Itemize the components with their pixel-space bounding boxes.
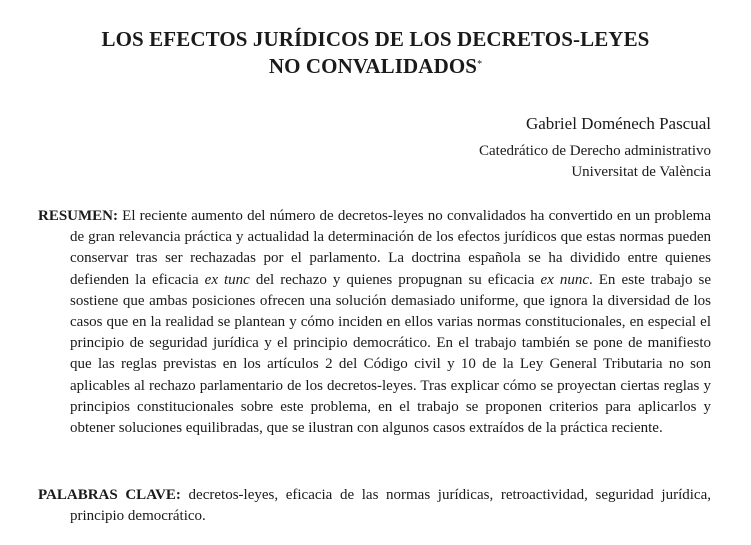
abstract-label: RESUMEN: xyxy=(38,208,119,224)
abstract-ex-tunc: ex tunc xyxy=(204,271,250,288)
keywords-label: PALABRAS CLAVE: xyxy=(38,487,181,503)
abstract-text-part3: . En este trabajo se sostiene que ambas posiciones ofrecen una solución demasiado uniforme, que ignora la diversidad de los casos que en la realidad se plantean y cómo inciden en ellos varias normas constitucionales, en especial el principio de seguridad jurídica y el principio democrático. En el trabajo también se pone de manifiesto que las reglas previstas en los artículos 2 del Código civil y 10 de la Ley General Tributaria no son aplicables al rechazo parlamentario de los decretos-leyes. Tras explicar cómo se proyectan ciertas reglas y principios constitucionales sobre este problema, en el trabajo se proponen criterios para aplicarlos y obtener soluciones equilibradas, que se ilustran con algunos casos extraídos de la práctica reciente. xyxy=(70,271,711,437)
author-affiliation xyxy=(479,141,711,183)
author-position: Catedrático de Derecho administrativo xyxy=(479,143,711,159)
title-footnote-mark: * xyxy=(477,59,483,70)
keywords-text: decretos-leyes, eficacia de las normas jurídicas, retroactividad, seguridad jurídica, principio democrático. xyxy=(70,487,711,525)
abstract-text-part1: El reciente aumento del número de decretos-leyes no convalidados ha convertido en un problema de gran relevancia práctica y actualidad la determinación de los efectos jurídicos que estas normas pueden conservar tras ser rechazadas por el parlamento. La doctrina española se ha dividido entre quienes defienden la eficacia xyxy=(70,208,711,288)
abstract xyxy=(38,206,711,439)
paper-title xyxy=(0,26,751,80)
title-line-2: NO CONVALIDADOS xyxy=(268,54,478,78)
abstract-text-part2: del rechazo y quienes propugnan su eficacia xyxy=(249,271,541,288)
author-institution: Universitat de València xyxy=(571,164,711,180)
keywords xyxy=(38,485,711,527)
author-name: Gabriel Doménech Pascual xyxy=(525,114,711,133)
abstract-ex-nunc: ex nunc xyxy=(540,271,589,288)
title-line-1: LOS EFECTOS JURÍDICOS DE LOS DECRETOS-LEYES xyxy=(101,27,650,51)
